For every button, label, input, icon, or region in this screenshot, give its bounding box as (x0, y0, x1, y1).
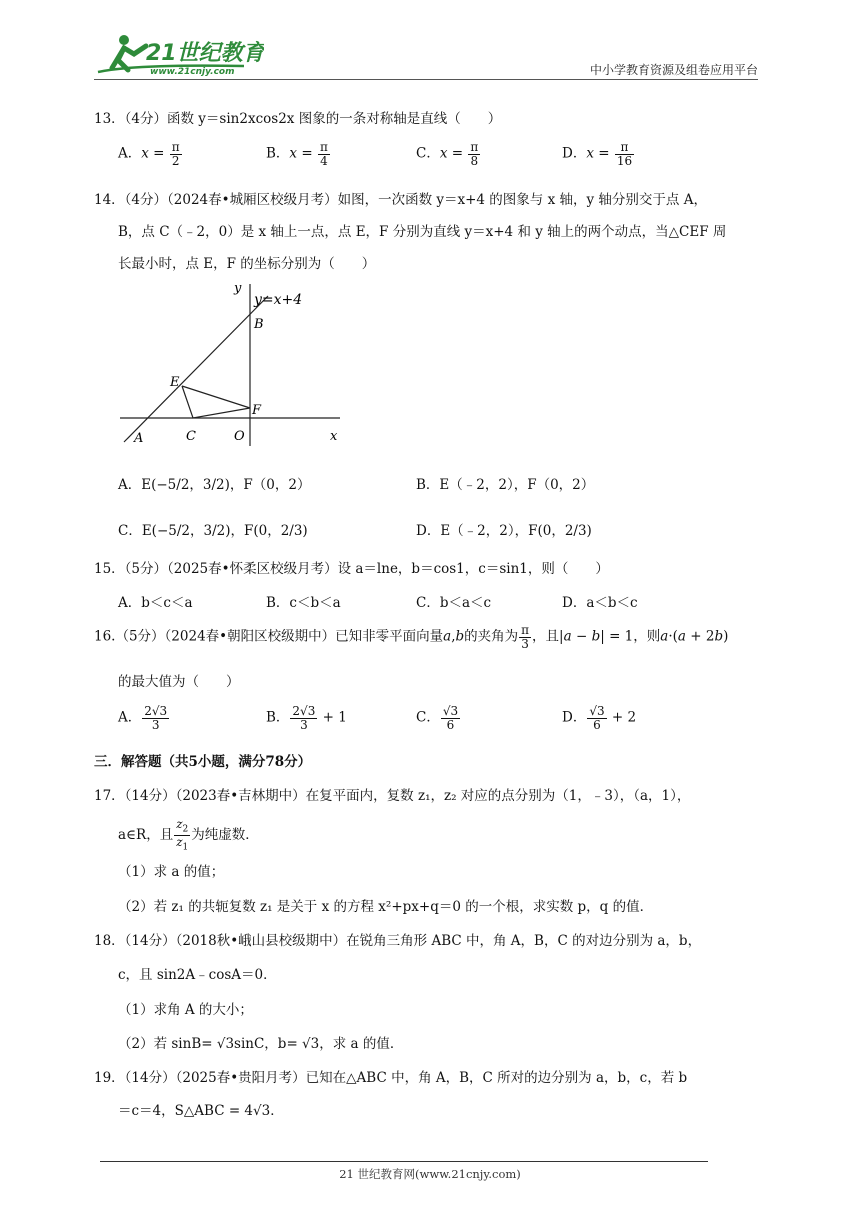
q13-stem: 13．（4分）函数 y＝sin2xcos2x 图象的一条对称轴是直线（ ） (94, 111, 502, 127)
q14-option-b: B．E（﹣2，2），F（0，2） (416, 477, 595, 493)
q13-option-b: B．x = $\frac{\pi}{4}$ (266, 140, 328, 168)
svg-text:O: O (234, 429, 245, 444)
q17-line1: 17．（14分）（2023春•吉林期中）在复平面内，复数 z₁，z₂ 对应的点分别为（1，﹣3），（a，1）， (94, 788, 691, 804)
q14-line1: 14．（4分）（2024春•城厢区校级月考）如图，一次函数 y＝x+4 的图象与 x 轴，y 轴分别交于点 A， (94, 192, 707, 208)
q13-option-a: A．x = $\frac{\pi}{2}$ (118, 140, 180, 168)
svg-text:www.21cnjy.com: www.21cnjy.com (150, 67, 235, 77)
q18-sub1: （1）求角 A 的大小； (118, 1002, 253, 1018)
q15-option-a: A．b＜c＜a (118, 595, 193, 611)
q16-stem: 16.（5分）（2024春•朝阳区校级期中）已知非零平面向量a,b的夹角为 $\frac{\pi}{3}$ ，且|a − b| = 1，则a·(a + 2b) (94, 623, 729, 651)
q18-sub2: （2）若 sinB= √3sinC，b= √3，求 a 的值． (118, 1036, 404, 1052)
svg-text:E: E (170, 375, 180, 390)
q14-line3: 长最小时，点 E，F 的坐标分别为（ ） (118, 256, 376, 272)
q19-line2: ＝c＝4，S△ABC = 4√3． (118, 1103, 284, 1119)
q14-option-c: C．E(−5/2，3/2)，F(0，2/3) (118, 523, 308, 539)
svg-text:C: C (186, 429, 196, 444)
q16-line2: 的最大值为（ ） (118, 674, 240, 690)
q16-option-b: B． $\frac{2√3}{3}$ + 1 (266, 704, 347, 732)
q13-option-c: C．x = $\frac{\pi}{8}$ (416, 140, 479, 168)
q14-figure (118, 280, 348, 450)
platform-name: 中小学教育资源及组卷应用平台 (589, 63, 758, 77)
q16-option-a: A． $\frac{2√3}{3}$ (118, 704, 168, 732)
q16-option-d: D． $\frac{√3}{6}$ + 2 (562, 704, 637, 732)
footer-divider (100, 1161, 708, 1162)
q15-option-c: C．b＜a＜c (416, 595, 492, 611)
q15-stem: 15．（5分）（2025春•怀柔区校级月考）设 a＝lne，b＝cos1，c＝sin1，则（ ） (94, 561, 609, 577)
svg-text:B: B (254, 317, 264, 332)
logo-icon (94, 30, 264, 80)
q14-option-d: D．E（﹣2，2），F(0，2/3) (416, 523, 592, 539)
section-title: 三．解答题（共5小题，满分78分） (94, 754, 312, 770)
q17-sub1: （1）求 a 的值； (118, 864, 225, 880)
svg-text:y: y (234, 281, 242, 296)
q15-option-d: D．a＜b＜c (562, 595, 638, 611)
q17-sub2: （2）若 z₁ 的共轭复数 z₁ 是关于 x 的方程 x²+px+q＝0 的一个根，求实数 p，q 的值． (118, 899, 654, 915)
svg-text:x: x (330, 429, 338, 444)
svg-text:F: F (252, 403, 262, 418)
q17-line2: a∈R，且 $\frac{z_2}{z_1}$ 为纯虚数． (118, 817, 259, 853)
q14-line2: B，点 C（﹣2，0）是 x 轴上一点，点 E，F 分别为直线 y＝x+4 和 y 轴上的两个动点，当△CEF 周 (118, 224, 727, 240)
footer-link[interactable]: 21 世纪教育网(www.21cnjy.com) (339, 1167, 521, 1181)
q13-option-d: D．x = $\frac{\pi}{16}$ (562, 140, 633, 168)
q16-option-c: C． $\frac{√3}{6}$ (416, 704, 459, 732)
q18-line2: c，且 sin2A﹣cosA＝0． (118, 967, 277, 983)
q14-option-a: A．E(−5/2，3/2)，F（0，2） (118, 477, 311, 493)
q15-option-b: B．c＜b＜a (266, 595, 341, 611)
q19-line1: 19．（14分）（2025春•贵阳月考）已知在△ABC 中，角 A，B，C 所对的边分别为 a，b，c，若 b (94, 1070, 688, 1086)
svg-text:21世纪教育: 21世纪教育 (146, 41, 264, 66)
svg-text:A: A (134, 431, 144, 446)
header-divider (94, 79, 758, 80)
logo (94, 30, 264, 80)
svg-text:y=x+4: y=x+4 (254, 292, 303, 308)
q18-line1: 18．（14分）（2018秋•峨山县校级期中）在锐角三角形 ABC 中，角 A，B，C 的对边分别为 a，b， (94, 933, 702, 949)
